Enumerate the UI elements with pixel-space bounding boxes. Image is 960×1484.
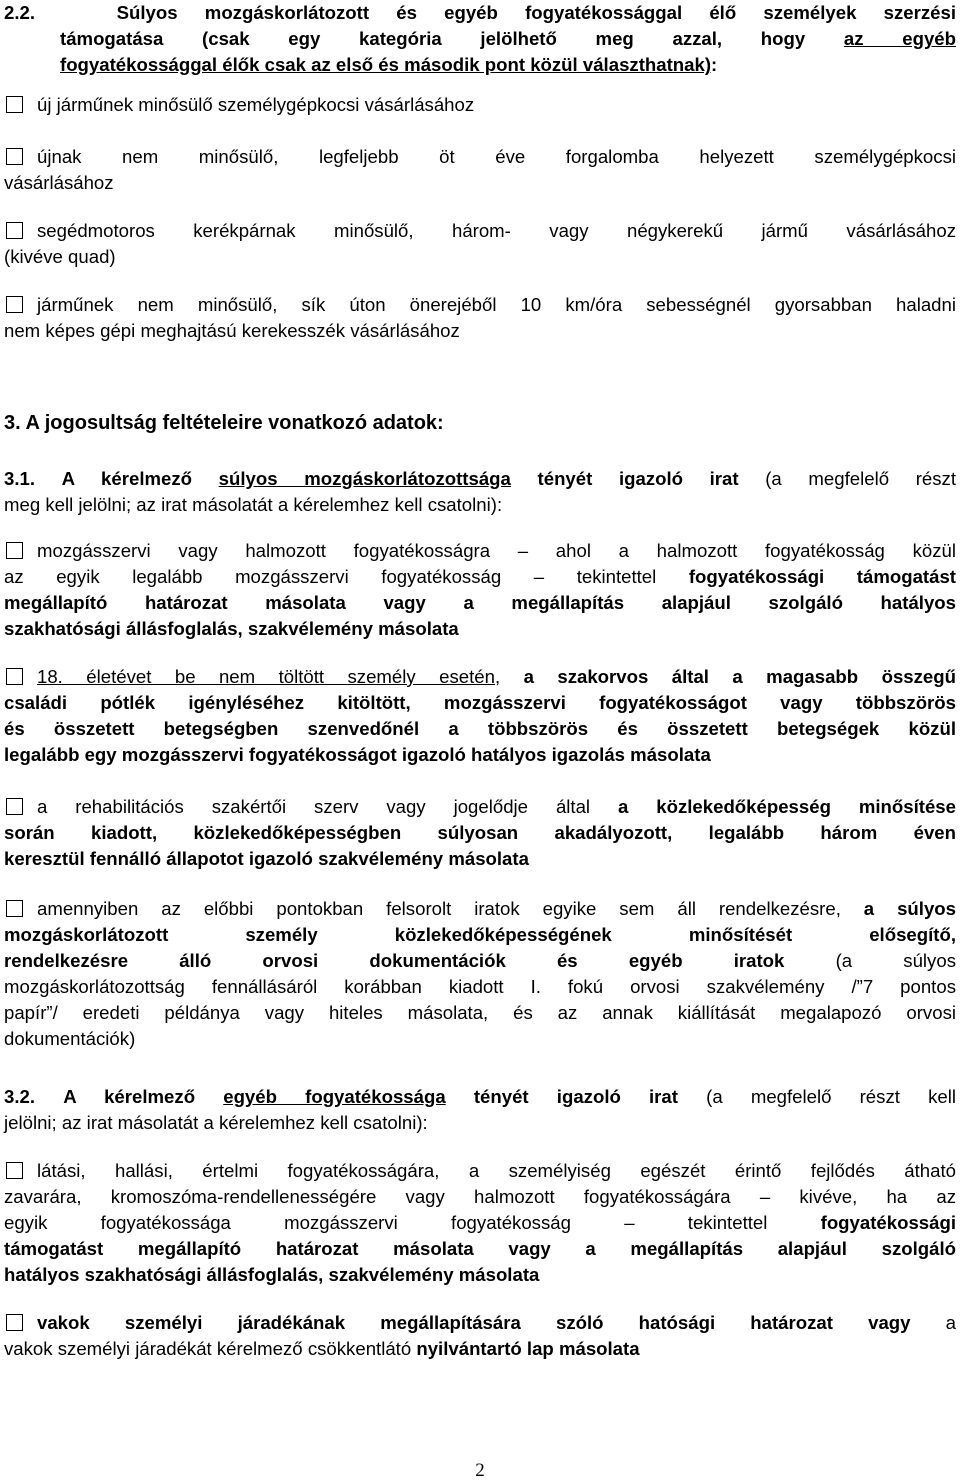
option-label: új járműnek minősülő személygépkocsi vásárlásához [37,94,475,115]
section-2-2-title-line-1: 2.2. Súlyos mozgáskorlátozott és egyéb fogyatékossággal élő személyek szerzési [4,2,957,23]
option-blind-allowance[interactable]: vakok személyi járadékának megállapítására szóló hatósági határozat vagy a vakok személyi járadékát kérelmező csökkentlátó nyilvántartó lap másolata [4,1312,956,1359]
option-moped[interactable]: segédmotoros kerékpárnak minősülő, három- vagy négykerekű jármű vásárlásához (kivéve quad) [4,220,956,267]
checkbox[interactable] [6,798,23,815]
page-number: 2 [475,1460,485,1481]
option-under-18[interactable]: 18. életévet be nem töltött személy esetén, a szakorvos által a magasabb összegű családi pótlék igényléséhez kitöltött, mozgásszervi fogyatékosságot vagy többszörös és összetett betegségben szenvedőnél a többszörös és összetett betegségek közül legalább egy mozgásszervi fogyatékosságot igazoló hatályos igazolás másolata [4,666,956,765]
option-new-car[interactable] [4,92,956,118]
checkbox[interactable] [6,542,23,559]
checkbox[interactable] [6,1314,23,1331]
option-other-disability[interactable]: látási, hallási, értelmi fogyatékosságára, a személyiség egészét érintő fejlődés átható zavarára, kromoszóma-rendellenességére vagy halmozott fogyatékosságára – kivéve, ha az egyik fogyatékossága mozgásszervi fogyatékosság – tekintettel fogyatékossági támogatást megállapító határozat másolata vagy a megállapítás alapjául szolgáló hatályos szakhatósági állásfoglalás, szakvélemény másolata [4,1160,956,1285]
section-2-2-title-line-3: fogyatékossággal élők csak az első és második pont közül választhatnak): [60,54,718,75]
section-2-2-title-line-2: támogatása (csak egy kategória jelölhető meg azzal, hogy az egyéb [60,28,956,49]
checkbox[interactable] [6,296,23,313]
section-3-2-heading: 3.2. A kérelmező egyéb fogyatékossága tényét igazoló irat (a megfelelő részt kell jelölni; az irat másolatát a kérelemhez kell csatolni): [4,1086,956,1133]
section-3-1-heading: 3.1. A kérelmező súlyos mozgáskorlátozottsága tényét igazoló irat (a megfelelő részt meg kell jelölni; az irat másolatát a kérelemhez kell csatolni): [4,468,956,515]
checkbox[interactable] [6,1162,23,1179]
checkbox[interactable] [6,900,23,917]
checkbox[interactable] [6,222,23,239]
option-rehabilitation[interactable]: a rehabilitációs szakértői szerv vagy jogelődje által a közlekedőképesség minősítése során kiadott, közlekedőképességben súlyosan akadályozott, legalább három éven keresztül fennálló állapotot igazoló szakvélemény másolata [4,796,956,869]
section-3-heading: 3. A jogosultság feltételeire vonatkozó adatok: [4,412,444,434]
checkbox[interactable] [6,668,23,685]
section-2-2 [4,0,956,78]
checkbox[interactable] [6,96,23,113]
checkbox[interactable] [6,148,23,165]
option-medical-docs[interactable]: amennyiben az előbbi pontokban felsorolt iratok egyike sem áll rendelkezésre, a súlyos mozgáskorlátozott személy közlekedőképességének minősítését elősegítő, rendelkezésre álló orvosi dokumentációk és egyéb iratok (a súlyos mozgáskorlátozottság fennállásáról korábban kiadott I. fokú orvosi szakvélemény /”7 pontos papír”/ eredeti példánya vagy hiteles másolata, és az annak kiállítását megalapozó orvosi dokumentációk) [4,898,956,1049]
option-mozgasszervi[interactable]: mozgásszervi vagy halmozott fogyatékosságra – ahol a halmozott fogyatékosság közül az egyik legalább mozgásszervi fogyatékosság – tekintettel fogyatékossági támogatást megállapító határozat másolata vagy a megállapítás alapjául szolgáló hatályos szakhatósági állásfoglalás, szakvélemény másolata [4,540,956,639]
option-used-car[interactable]: újnak nem minősülő, legfeljebb öt éve forgalomba helyezett személygépkocsi vásárlásához [4,146,956,193]
option-wheelchair[interactable]: járműnek nem minősülő, sík úton önerejéből 10 km/óra sebességnél gyorsabban haladni nem képes gépi meghajtású kerekesszék vásárlásához [4,294,956,341]
